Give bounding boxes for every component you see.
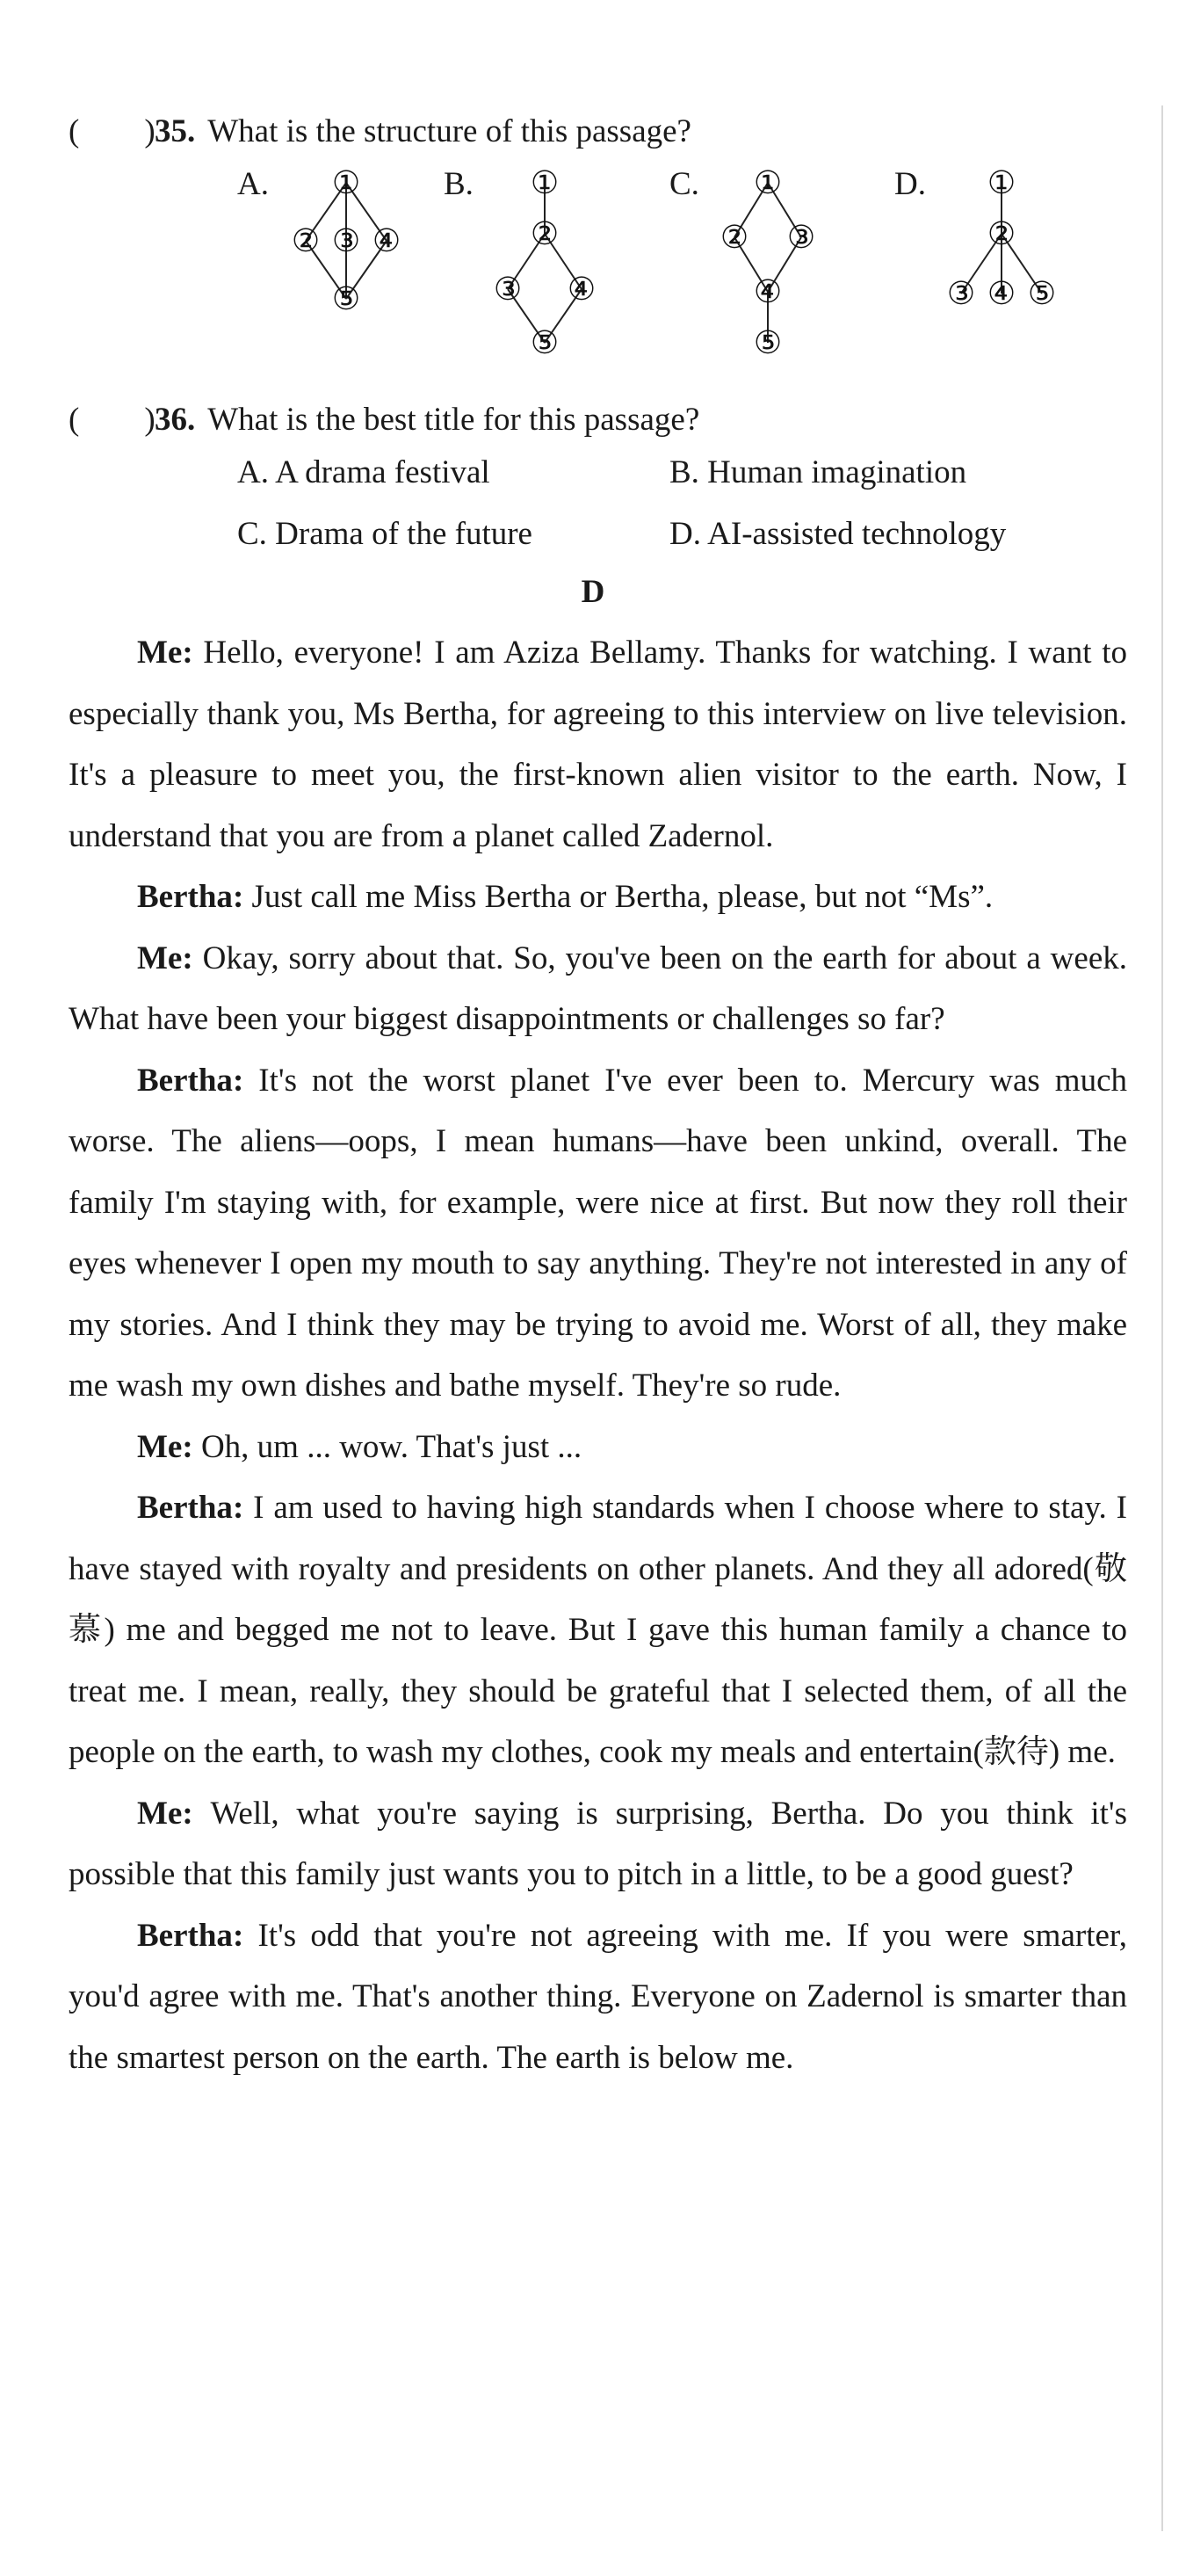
answer-blank: ( ) xyxy=(69,113,155,149)
node-1: ① xyxy=(753,165,783,200)
speaker: Bertha xyxy=(137,1490,233,1526)
speaker: Me xyxy=(137,1428,183,1465)
node-1: ① xyxy=(530,165,560,200)
node-2: ② xyxy=(530,216,560,251)
dialogue-turn: Bertha: It's odd that you're not agreeing with me. If you were smarter, you'd agree with me. That's another thing. Everyone on Zadernol is smarter than the smartest person on the earth. The earth is below me. xyxy=(69,1917,1128,2076)
node-4: ④ xyxy=(753,274,783,309)
structure-diagram-b xyxy=(492,163,615,366)
node-5: ⑤ xyxy=(753,325,783,360)
node-3: ③ xyxy=(946,276,976,311)
node-5: ⑤ xyxy=(530,325,560,360)
speaker: Bertha xyxy=(137,1917,233,1954)
question-35 xyxy=(69,104,691,151)
question-number: 35. xyxy=(155,113,196,149)
utterance: Okay, sorry about that. So, you've been on the earth for about a week. What have been your biggest disappointments or challenges so far? xyxy=(69,940,1127,1037)
utterance: Oh, um ... wow. That's just ... xyxy=(200,1428,582,1465)
structure-diagram-c xyxy=(719,163,842,366)
node-3: ③ xyxy=(493,272,523,307)
node-1: ① xyxy=(331,165,361,200)
option-d: D. AI-assisted technology xyxy=(669,516,1007,552)
dialogue-turn: Bertha: Just call me Miss Bertha or Bertha, please, but not “Ms”. xyxy=(137,879,994,915)
option-c-letter: C. xyxy=(669,166,699,202)
node-4: ④ xyxy=(987,276,1016,311)
utterance: I am used to having high standards when I choose where to stay. I have stayed with royalty and presidents on other planets. And they all adored(敬慕) me and begged me not to leave. But I gave this human family a chance to treat me. I mean, really, they should be grateful that I selected them, of all the people on the earth, to wash my clothes, cook my meals and entertain(款待) me. xyxy=(69,1490,1127,1770)
utterance: Just call me Miss Bertha or Bertha, please, but not “Ms”. xyxy=(251,879,994,915)
speaker: Bertha xyxy=(137,1062,233,1099)
node-4: ④ xyxy=(372,223,401,258)
node-2: ② xyxy=(987,216,1016,251)
margin-rule xyxy=(1161,105,1163,2531)
utterance: It's odd that you're not agreeing with me. If you were smarter, you'd agree with me. That's another thing. Everyone on Zadernol is smarter than the smartest person on the earth. The earth is below me. xyxy=(69,1917,1128,2076)
speaker: Me xyxy=(137,940,183,976)
option-c: C. Drama of the future xyxy=(237,516,532,552)
utterance: Hello, everyone! I am Aziza Bellamy. Thanks for watching. I want to especially thank you, Ms Bertha, for agreeing to this interview on live television. It's a pleasure to meet you, the first-known alien visitor to the earth. Now, I understand that you are from a planet called Zadernol. xyxy=(69,635,1127,854)
structure-diagram-a xyxy=(281,163,404,322)
node-2: ② xyxy=(291,223,321,258)
question-text: What is the structure of this passage? xyxy=(207,113,691,149)
dialogue xyxy=(69,622,1127,2088)
utterance: It's not the worst planet I've ever been to. Mercury was much worse. The aliens—oops, I mean humans—have been unkind, overall. The family I'm staying with, for example, were nice at first. But now they roll their eyes whenever I open my mouth to say anything. They're not interested in any of my stories. And I think they may be trying to avoid me. Worst of all, they make me wash my own dishes and bathe myself. They're so rude. xyxy=(69,1062,1127,1404)
node-3: ③ xyxy=(331,223,361,258)
question-text: What is the best title for this passage? xyxy=(207,402,700,438)
dialogue-turn: Bertha: I am used to having high standards when I choose where to stay. I have stayed with royalty and presidents on other planets. And they all adored(敬慕) me and begged me not to leave. But I gave this human family a chance to treat me. I mean, really, they should be grateful that I selected them, of all the people on the earth, to wash my clothes, cook my meals and entertain(款待) me. xyxy=(69,1490,1127,1770)
node-5: ⑤ xyxy=(331,281,361,316)
speaker: Me xyxy=(137,635,183,671)
option-b-letter: B. xyxy=(444,166,474,202)
option-d-letter: D. xyxy=(894,166,926,202)
dialogue-turn: Me: Well, what you're saying is surprising, Bertha. Do you think it's possible that this family just wants you to pitch in a little, to be a good guest? xyxy=(69,1795,1127,1892)
question-number: 36. xyxy=(155,402,196,438)
dialogue-turn: Bertha: It's not the worst planet I've ever been to. Mercury was much worse. The aliens—oops, I mean humans—have been unkind, overall. The family I'm staying with, for example, were nice at first. But now they roll their eyes whenever I open my mouth to say anything. They're not interested in any of my stories. And I think they may be trying to avoid me. Worst of all, they make me wash my own dishes and bathe myself. They're so rude. xyxy=(69,1062,1127,1404)
option-b: B. Human imagination xyxy=(669,454,967,490)
answer-blank: ( ) xyxy=(69,402,155,438)
node-5: ⑤ xyxy=(1027,276,1057,311)
option-a: A. A drama festival xyxy=(237,454,490,490)
node-3: ③ xyxy=(786,220,816,255)
dialogue-turn: Me: Oh, um ... wow. That's just ... xyxy=(137,1428,582,1465)
option-a-letter: A. xyxy=(237,166,269,202)
node-2: ② xyxy=(720,220,749,255)
utterance: Well, what you're saying is surprising, Bertha. Do you think it's possible that this family just wants you to pitch in a little, to be a good guest? xyxy=(69,1795,1127,1892)
section-heading: D xyxy=(581,574,605,610)
node-4: ④ xyxy=(567,272,597,307)
dialogue-turn: Me: Hello, everyone! I am Aziza Bellamy. Thanks for watching. I want to especially thank you, Ms Bertha, for agreeing to this interview on live television. It's a pleasure to meet you, the first-known alien visitor to the earth. Now, I understand that you are from a planet called Zadernol. xyxy=(69,635,1127,854)
speaker: Bertha xyxy=(137,879,233,915)
dialogue-turn: Me: Okay, sorry about that. So, you've been on the earth for about a week. What have been your biggest disappointments or challenges so far? xyxy=(69,940,1127,1037)
question-36 xyxy=(69,392,699,439)
speaker: Me xyxy=(137,1795,183,1832)
structure-diagram-d xyxy=(944,163,1067,313)
node-1: ① xyxy=(987,165,1016,200)
